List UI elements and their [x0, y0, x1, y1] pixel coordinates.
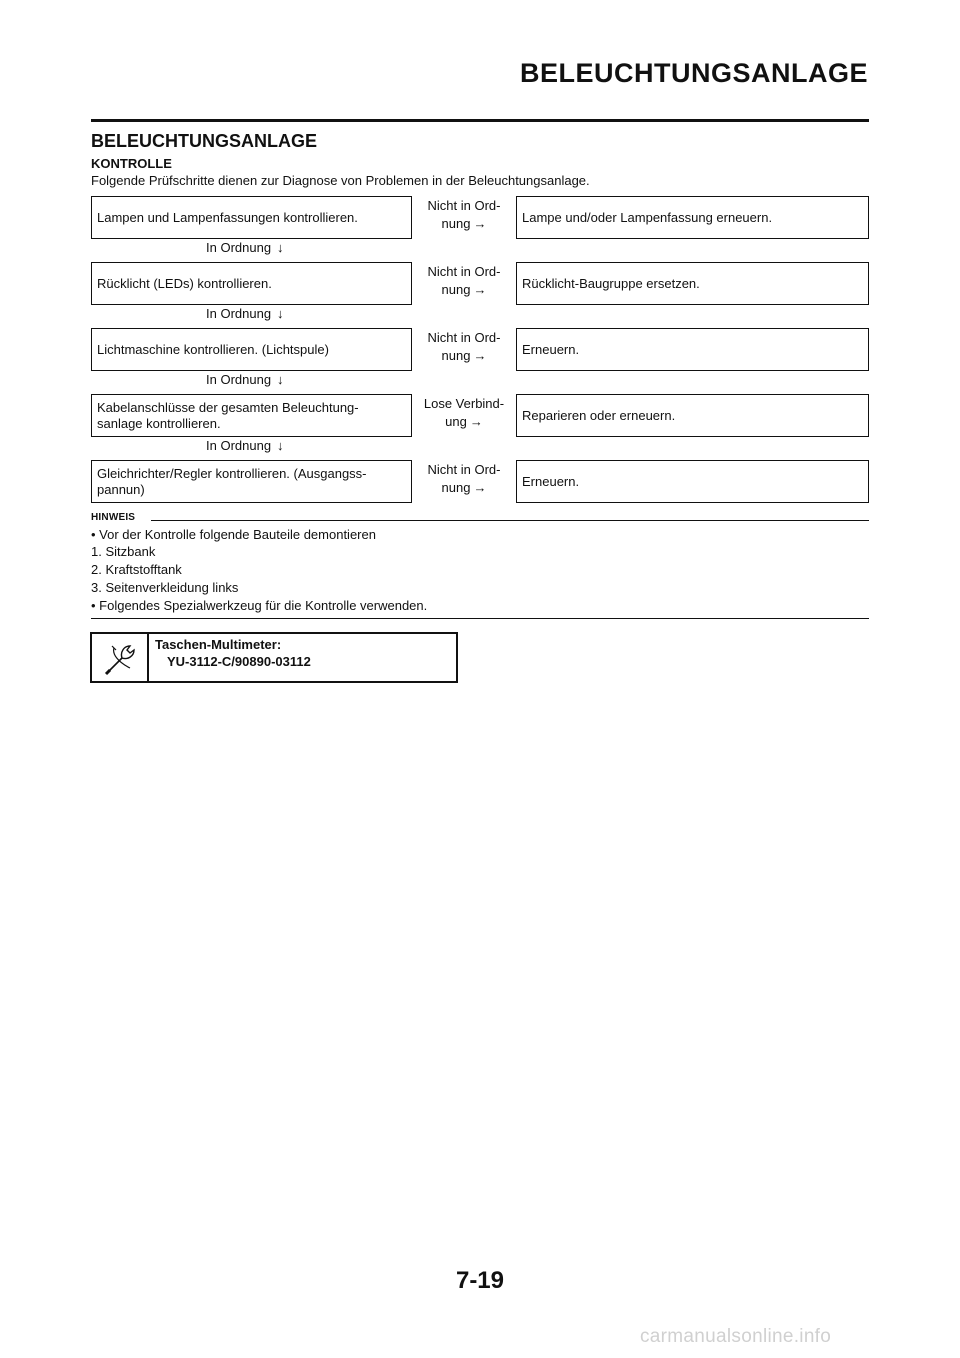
- flow-fail-label: [412, 395, 516, 431]
- tool-name: Taschen-Multimeter:: [155, 637, 282, 652]
- flow-action-box: [516, 394, 869, 437]
- tool-text: [149, 634, 317, 681]
- right-arrow-icon: →: [469, 414, 483, 429]
- watermark: carmanualsonline.info: [640, 1326, 832, 1347]
- right-arrow-icon: →: [473, 480, 487, 495]
- flow-action-text: Erneuern.: [522, 341, 580, 357]
- flow-ok-label: [206, 438, 284, 454]
- note-rule: [151, 520, 869, 521]
- flow-action-box: [516, 460, 869, 503]
- section-title: BELEUCHTUNGSANLAGE: [91, 131, 318, 151]
- note-line: 2. Kraftstofftank: [91, 562, 182, 577]
- flow-check-text: Lampen und Lampenfassungen kontrollieren.: [97, 209, 358, 225]
- flow-action-box: [516, 262, 869, 305]
- flow-ok-label: [206, 372, 284, 388]
- flow-fail-line2: ung: [445, 414, 467, 429]
- tool-part-number: YU-3112-C/90890-03112: [167, 654, 311, 669]
- intro-text: Folgende Prüfschritte dienen zur Diagnose von Problemen in der Beleuchtungsanlage.: [91, 173, 590, 188]
- flow-fail-line1: Nicht in Ord-: [427, 264, 501, 279]
- flow-fail-label: [412, 329, 516, 365]
- note-heading: HINWEIS: [91, 512, 136, 523]
- note-line: 1. Sitzbank: [91, 544, 156, 559]
- flow-fail-line1: Nicht in Ord-: [427, 462, 501, 477]
- flow-fail-label: [412, 461, 516, 497]
- page-number: 7-19: [455, 1267, 505, 1294]
- right-arrow-icon: →: [473, 348, 487, 363]
- flow-ok-text: In Ordnung: [206, 438, 272, 453]
- flow-fail-label: [412, 263, 516, 299]
- flow-fail-label: [412, 197, 516, 233]
- flow-ok-label: [206, 306, 284, 322]
- flow-check-line2: pannun): [97, 481, 145, 497]
- flow-fail-line2: nung: [441, 282, 471, 297]
- flow-fail-line2: nung: [441, 480, 471, 495]
- right-arrow-icon: →: [473, 216, 487, 231]
- flow-check-line1: Kabelanschlüsse der gesamten Beleuchtung-: [97, 399, 359, 415]
- flow-check-box: [91, 328, 412, 371]
- page-header-title: BELEUCHTUNGSANLAGE: [519, 58, 868, 88]
- flow-action-box: [516, 328, 869, 371]
- flow-action-text: Lampe und/oder Lampenfassung erneuern.: [522, 209, 773, 225]
- flow-fail-line2: nung: [441, 216, 471, 231]
- flow-ok-text: In Ordnung: [206, 372, 272, 387]
- flow-action-box: [516, 196, 869, 239]
- down-arrow-icon: ↓: [277, 240, 284, 255]
- subsection-title: KONTROLLE: [91, 156, 172, 171]
- special-tool-box: [90, 632, 458, 683]
- right-arrow-icon: →: [473, 282, 487, 297]
- flow-check-line1: Gleichrichter/Regler kontrollieren. (Ausgangss-: [97, 465, 367, 481]
- note-line: • Folgendes Spezialwerkzeug für die Kontrolle verwenden.: [91, 598, 428, 613]
- flow-check-text: Rücklicht (LEDs) kontrollieren.: [97, 275, 272, 291]
- flow-check-box: [91, 460, 412, 503]
- flow-check-line2: sanlage kontrollieren.: [97, 415, 221, 431]
- flow-check-box: [91, 262, 412, 305]
- flow-check-text: Lichtmaschine kontrollieren. (Lichtspule): [97, 341, 329, 357]
- down-arrow-icon: ↓: [277, 372, 284, 387]
- down-arrow-icon: ↓: [277, 438, 284, 453]
- flow-fail-line1: Nicht in Ord-: [427, 198, 501, 213]
- flow-ok-label: [206, 240, 284, 256]
- flow-check-box: [91, 394, 412, 437]
- flow-action-text: Erneuern.: [522, 473, 580, 489]
- flow-fail-line1: Lose Verbind-: [423, 396, 505, 411]
- flow-check-box: [91, 196, 412, 239]
- wrench-icon: [92, 634, 149, 681]
- flow-fail-line2: nung: [441, 348, 471, 363]
- header-rule: [91, 119, 869, 122]
- flow-action-text: Rücklicht-Baugruppe ersetzen.: [522, 275, 700, 291]
- down-arrow-icon: ↓: [277, 306, 284, 321]
- flow-ok-text: In Ordnung: [206, 240, 272, 255]
- note-line: 3. Seitenverkleidung links: [91, 580, 239, 595]
- note-rule: [91, 618, 869, 619]
- flow-action-text: Reparieren oder erneuern.: [522, 407, 676, 423]
- flow-ok-text: In Ordnung: [206, 306, 272, 321]
- flow-fail-line1: Nicht in Ord-: [427, 330, 501, 345]
- note-line: • Vor der Kontrolle folgende Bauteile demontieren: [91, 527, 376, 542]
